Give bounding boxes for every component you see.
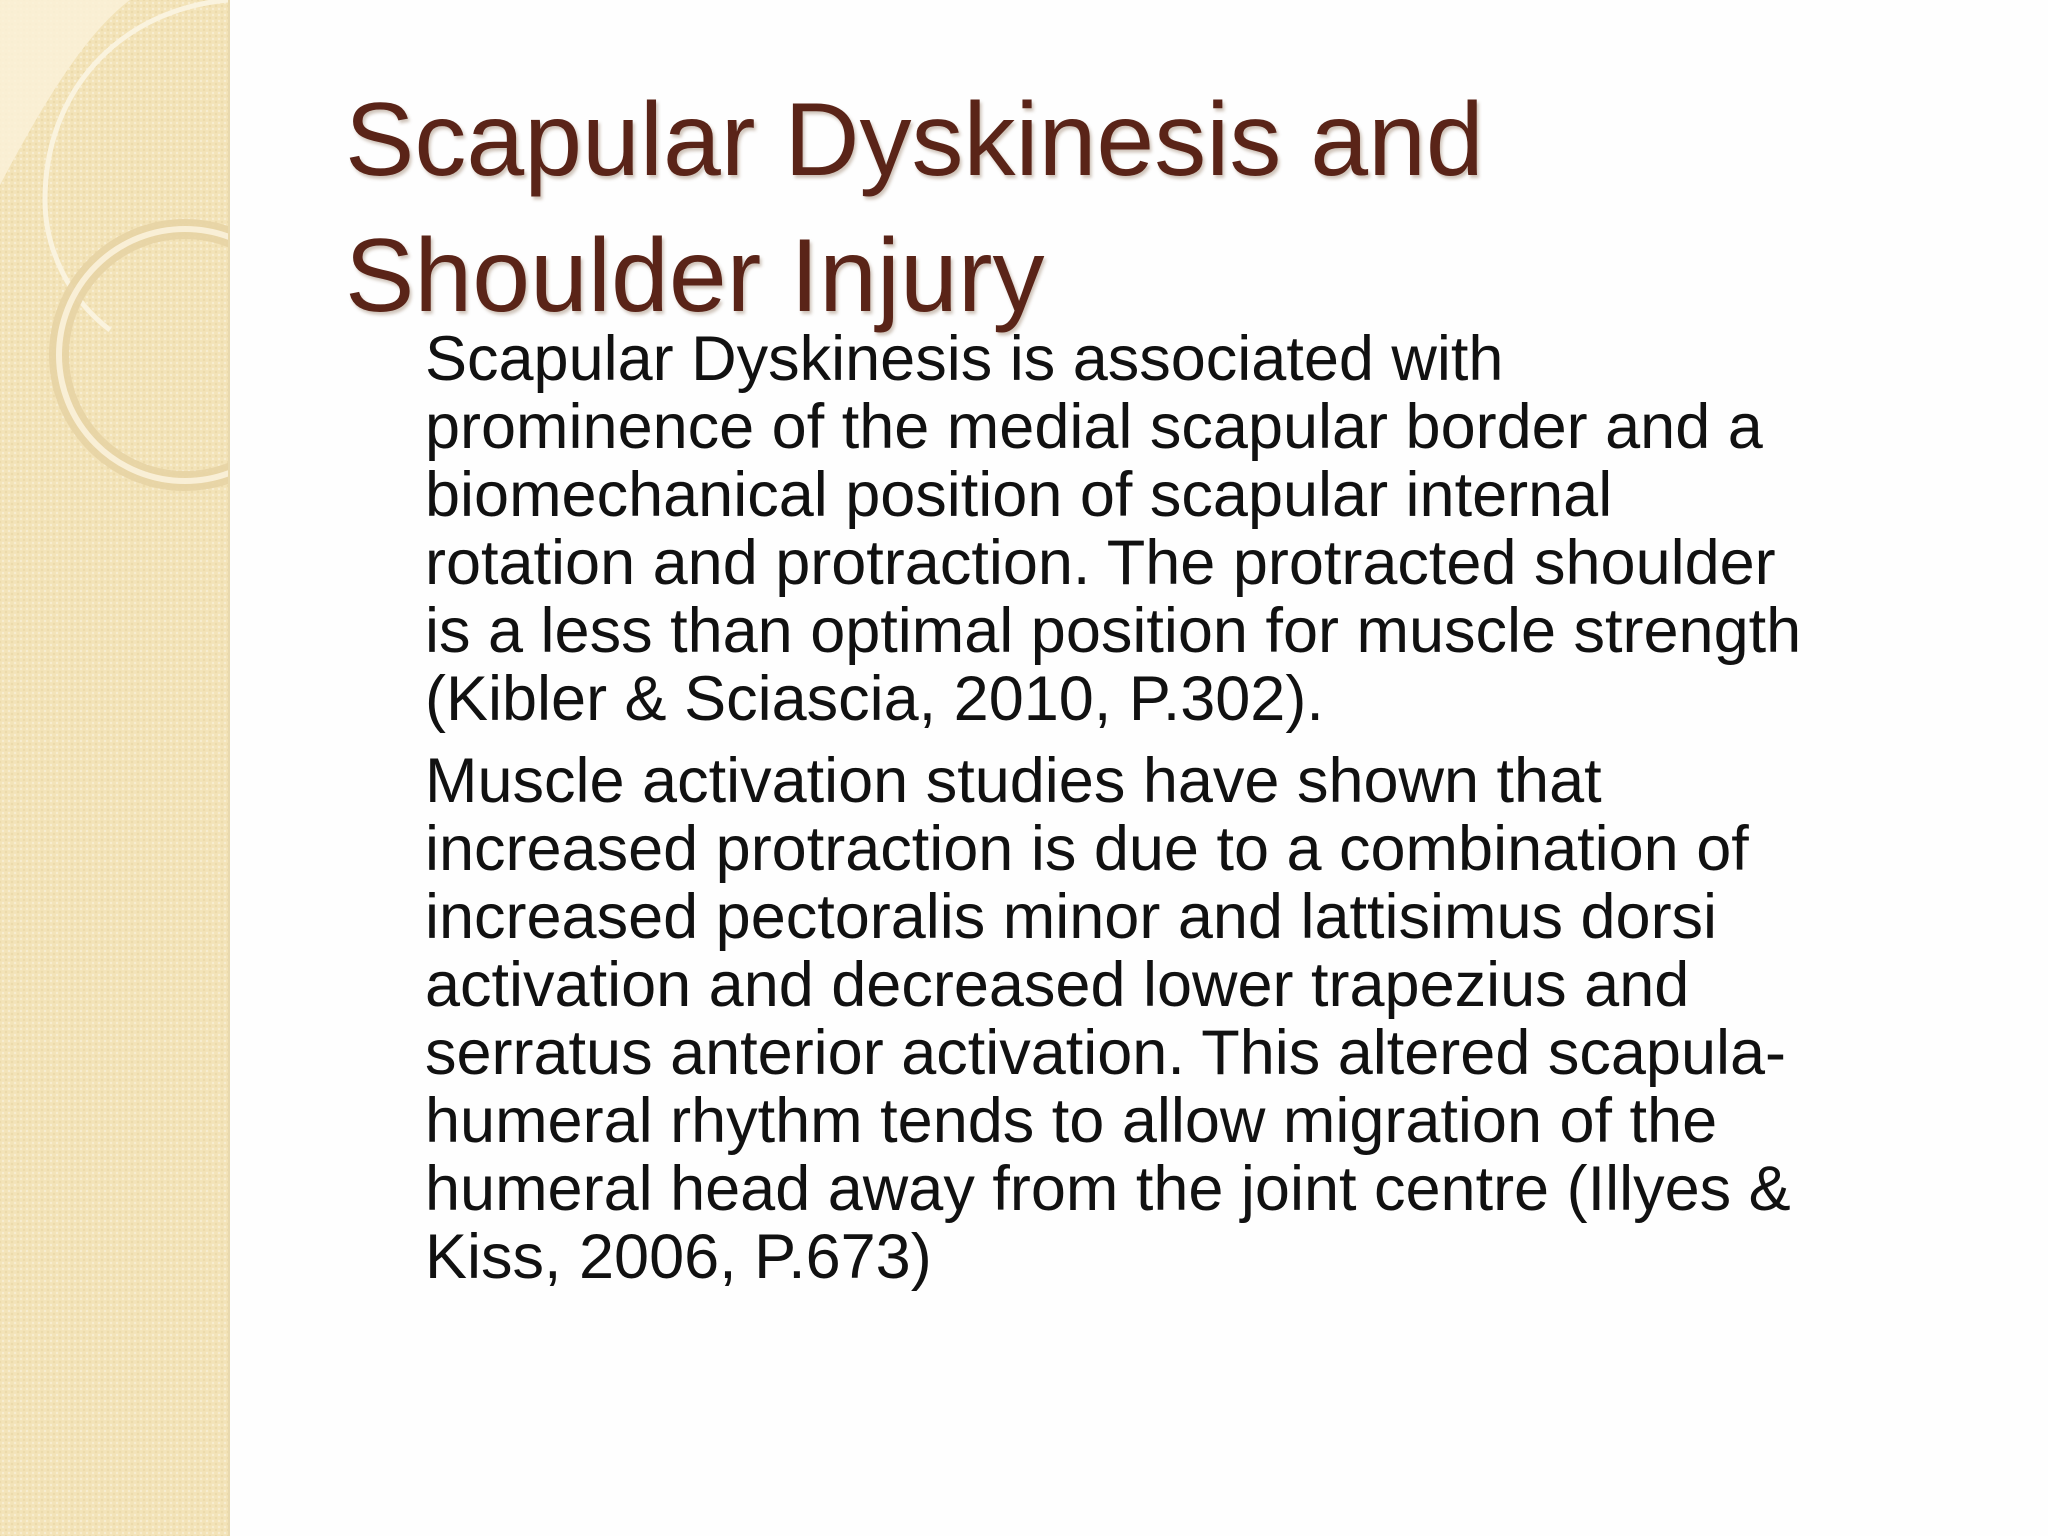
slide-title xyxy=(345,72,1945,344)
body-paragraph-1: Scapular Dyskinesis is associated with prominence of the medial scapular border and a biomechanical position of scapular internal rotation and protraction. The protracted shoulder is a less than optimal position for muscle strength (Kibler & Sciascia, 2010, P.302). xyxy=(425,324,1802,734)
title-line-1: Scapular Dyskinesis and xyxy=(345,82,1484,198)
title-line-2: Shoulder Injury xyxy=(345,218,1045,334)
body-paragraph-2: Muscle activation studies have shown that increased protraction is due to a combination of increased pectoralis minor and lattisimus dorsi activation and decreased lower trapezius and serratus anterior activation. This altered scapula- humeral rhythm tends to allow migration of the humeral head away from the joint centre (Illyes & Kiss, 2006, P.673) xyxy=(425,746,1791,1292)
decorative-sidebar xyxy=(0,0,230,1536)
slide-body xyxy=(425,325,2005,1305)
decorative-rings-icon xyxy=(0,0,228,520)
